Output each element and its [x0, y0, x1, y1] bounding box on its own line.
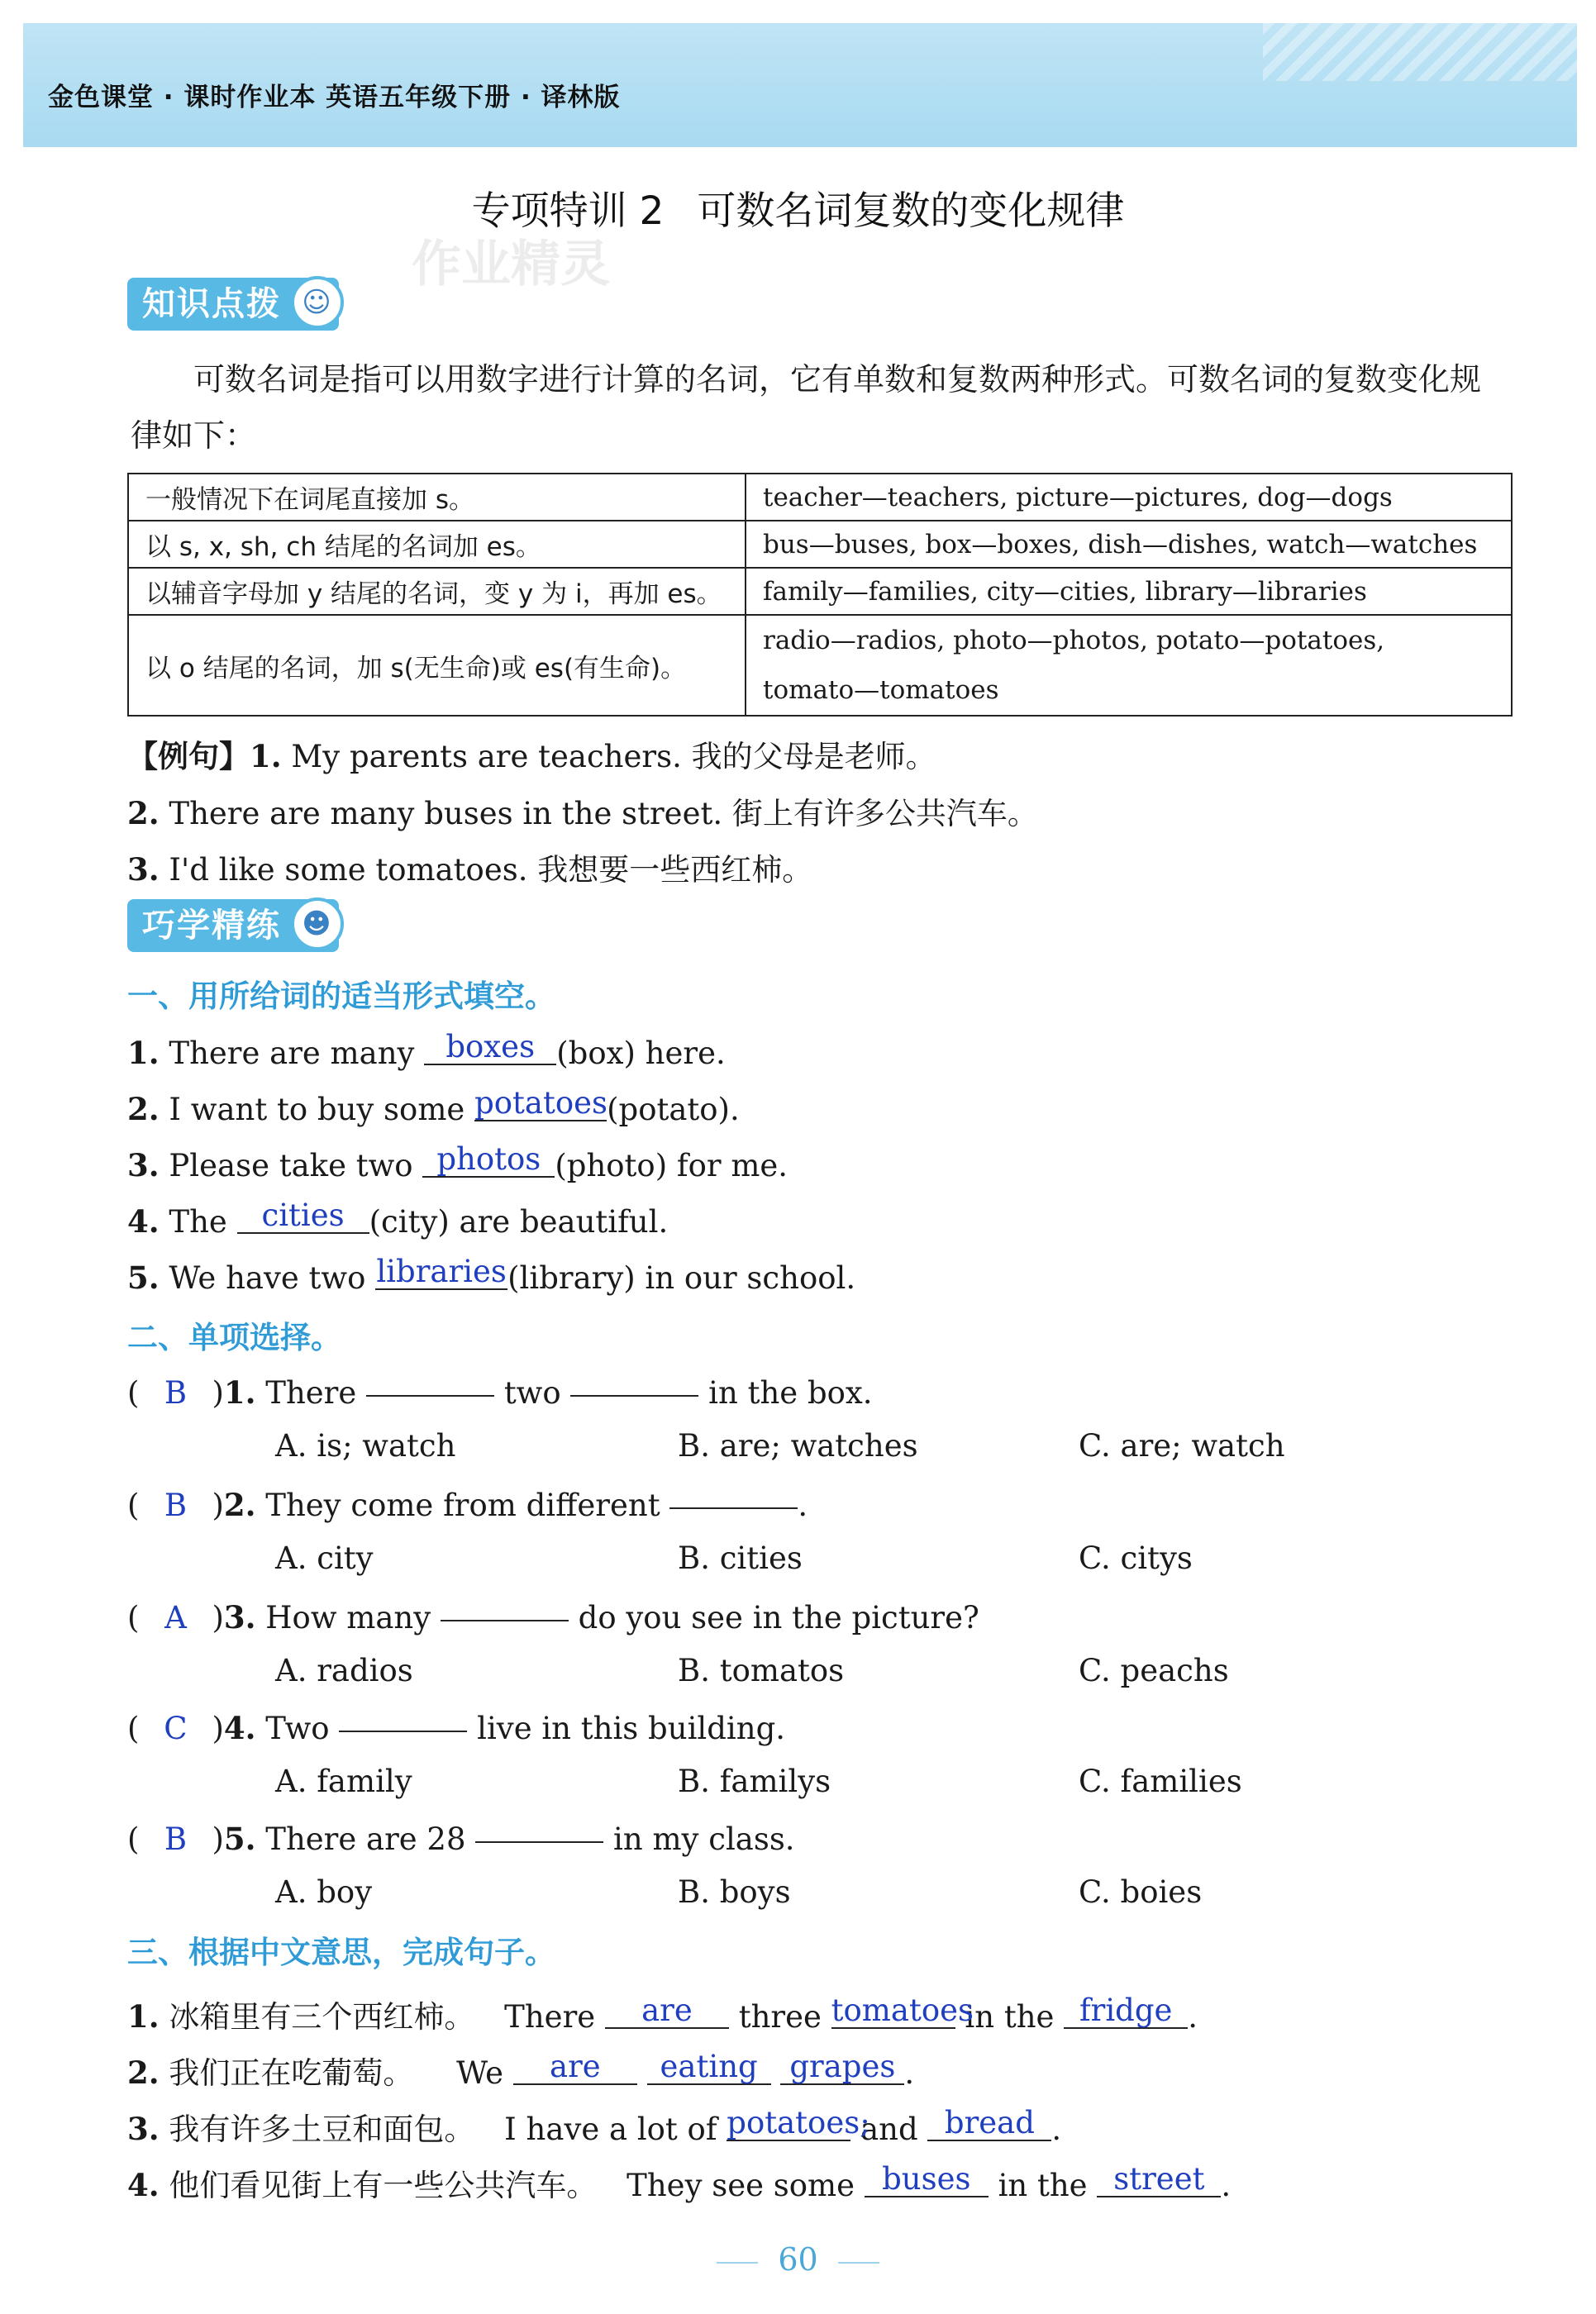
table-row [128, 474, 1512, 521]
title-main: 专项特训 2 [471, 188, 665, 234]
example-num: 2. [127, 795, 160, 831]
mc-question: ( B )5. There are 28 in my class. [127, 1818, 795, 1857]
item-num: 4. [127, 1203, 160, 1240]
mc-answer[interactable]: B [164, 1488, 188, 1523]
example-en: I'd like some tomatoes. [169, 852, 528, 888]
cartoon-face-icon: ☺ [291, 276, 344, 329]
item-text: . [1051, 2112, 1062, 2147]
translate-item [127, 1992, 1198, 2036]
question-blank [475, 1812, 603, 1843]
mc-question: ( B )2. They come from different . [127, 1484, 808, 1523]
item-text: three [738, 1999, 822, 2035]
example-label: 【例句】 [127, 739, 250, 774]
question-text: in the box. [708, 1375, 873, 1411]
fill-item [127, 1254, 856, 1297]
answer-blank[interactable]: boxes [424, 1031, 556, 1065]
example-en: There are many buses in the street. [169, 796, 723, 831]
example-cn: 我想要一些西红柿。 [537, 852, 813, 888]
option-c[interactable]: C. peachs [1079, 1653, 1229, 1688]
answer-blank[interactable]: are [605, 1994, 729, 2029]
question-text: There [265, 1375, 357, 1411]
answer-blank[interactable]: fridge [1064, 1994, 1188, 2029]
option-a[interactable]: A. city [275, 1540, 374, 1576]
item-text: Please take two [169, 1148, 413, 1183]
item-text: (city) are beautiful. [369, 1204, 669, 1240]
example-sentence [127, 845, 812, 889]
section-title: 三、根据中文意思，完成句子。 [127, 1935, 555, 1970]
example-sentence [127, 731, 936, 776]
rule-cell: 以辅音字母加 y 结尾的名词，变 y 为 i，再加 es。 [128, 568, 746, 615]
item-text: in the [965, 1999, 1055, 2035]
question-blank [441, 1590, 569, 1621]
item-text: We have two [169, 1260, 366, 1296]
option-a[interactable]: A. boy [275, 1874, 373, 1910]
series-title: 金色课堂 · 课时作业本 英语五年级下册 · 译林版 [48, 83, 621, 112]
answer-blank[interactable]: bread [927, 2107, 1051, 2141]
example-cn: 街上有许多公共汽车。 [731, 796, 1038, 831]
answer-blank[interactable]: eating [647, 2050, 771, 2085]
example-cell [746, 615, 1512, 716]
page-dash [717, 2262, 758, 2264]
question-text: in my class. [613, 1821, 795, 1857]
answer-blank[interactable]: photos [422, 1143, 555, 1178]
item-text: . [1188, 1999, 1198, 2035]
section-title: 二、单项选择。 [127, 1320, 341, 1355]
rule-cell: 以 s, x, sh, ch 结尾的名词加 es。 [128, 521, 746, 568]
item-num: 3. [127, 2111, 160, 2147]
item-cn: 我们正在吃葡萄。 [169, 2055, 414, 2091]
translate-item [127, 2160, 1231, 2205]
option-b[interactable]: B. cities [678, 1540, 803, 1576]
item-text: The [169, 1204, 227, 1240]
example-line: tomato—tomatoes [763, 675, 999, 705]
answer-blank[interactable]: libraries [376, 1254, 507, 1289]
answer-blank[interactable]: buses [865, 2163, 989, 2197]
question-blank [339, 1701, 467, 1732]
badge-practice-label: 巧学精练 [142, 907, 281, 945]
item-text: . [904, 2055, 915, 2091]
answer-blank[interactable]: grapes [780, 2050, 904, 2085]
table-row [128, 521, 1512, 568]
mc-answer[interactable]: B [164, 1375, 188, 1411]
example-sentence [127, 788, 1038, 833]
page-dash [838, 2262, 879, 2264]
item-text: (library) in our school. [507, 1260, 856, 1296]
badge-practice [127, 899, 339, 952]
answer-blank[interactable]: potatoes; [727, 2105, 870, 2140]
example-num: 3. [127, 851, 160, 888]
page-number-value: 60 [778, 2241, 818, 2278]
question-text: do you see in the picture? [578, 1600, 979, 1636]
example-cell: teacher—teachers, picture—pictures, dog—dogs [746, 474, 1512, 521]
option-b[interactable]: B. familys [678, 1764, 831, 1799]
table-row [128, 615, 1512, 716]
question-text: They come from different [265, 1488, 660, 1523]
table-row [128, 568, 1512, 615]
item-num: 2. [223, 1487, 256, 1523]
item-text: There are many [169, 1036, 415, 1071]
example-cell: family—families, city—cities, library—libraries [746, 568, 1512, 615]
example-en: My parents are teachers. [291, 739, 682, 774]
option-c[interactable]: C. citys [1079, 1540, 1193, 1576]
answer-blank[interactable]: street [1097, 2163, 1221, 2197]
watermark: 作业精灵 [412, 236, 610, 293]
badge-knowledge-label: 知识点拨 [142, 285, 281, 323]
mc-question: ( C )4. Two live in this building. [127, 1707, 785, 1746]
rules-table [127, 473, 1513, 717]
question-blank [366, 1365, 494, 1397]
mc-question: ( B )1. There two in the box. [127, 1372, 873, 1411]
fill-item [127, 1085, 740, 1128]
item-num: 3. [223, 1599, 256, 1636]
option-b[interactable]: B. boys [678, 1874, 791, 1910]
item-num: 1. [127, 1998, 160, 2035]
title-sub: 可数名词复数的变化规律 [697, 188, 1125, 234]
item-text: and [860, 2112, 918, 2147]
question-text: . [798, 1488, 808, 1523]
option-c[interactable]: C. are; watch [1079, 1428, 1285, 1464]
question-text: live in this building. [477, 1711, 786, 1746]
translate-item [127, 2048, 914, 2093]
item-text: (box) here. [556, 1036, 726, 1071]
item-num: 5. [223, 1821, 256, 1857]
item-num: 4. [127, 2167, 160, 2203]
answer-blank[interactable]: potatoes [474, 1085, 607, 1121]
item-cn: 冰箱里有三个西红柿。 [169, 1999, 475, 2035]
answer-blank[interactable]: tomatoes [831, 1993, 974, 2028]
item-text: I have a lot of [504, 2112, 717, 2147]
page-title [0, 180, 1596, 236]
item-text: There [504, 1999, 596, 2035]
item-num: 4. [223, 1710, 256, 1746]
rule-cell: 一般情况下在词尾直接加 s。 [128, 474, 746, 521]
cartoon-face-icon: ☻ [291, 898, 344, 950]
badge-knowledge [127, 278, 339, 331]
page-number [0, 2241, 1596, 2278]
fill-item [127, 1029, 726, 1072]
item-num: 5. [127, 1259, 160, 1296]
fill-item [127, 1141, 788, 1184]
intro-paragraph: 可数名词是指可以用数字进行计算的名词，它有单数和复数两种形式。可数名词的复数变化规律如下： [131, 361, 1482, 454]
option-a[interactable]: A. is; watch [275, 1428, 456, 1464]
question-text: two [503, 1375, 561, 1411]
mc-answer[interactable]: C [164, 1711, 188, 1746]
option-a[interactable]: A. family [275, 1764, 412, 1799]
item-cn: 我有许多土豆和面包。 [169, 2112, 475, 2147]
question-text: How many [265, 1600, 431, 1636]
item-text: . [1221, 2168, 1232, 2203]
example-cn: 我的父母是老师。 [691, 739, 936, 774]
item-num: 1. [223, 1374, 256, 1411]
answer-blank[interactable]: cities [237, 1199, 369, 1234]
item-text: (potato). [607, 1092, 740, 1127]
translate-item [127, 2104, 1061, 2149]
example-num: 1. [250, 738, 282, 774]
rule-cell: 以 o 结尾的名词，加 s(无生命)或 es(有生命)。 [128, 615, 746, 716]
question-blank [570, 1365, 698, 1397]
answer-blank[interactable]: are [513, 2050, 637, 2085]
section-title: 一、用所给词的适当形式填空。 [127, 978, 555, 1014]
item-cn: 他们看见街上有一些公共汽车。 [169, 2168, 598, 2203]
question-text: Two [265, 1711, 330, 1746]
item-text: I want to buy some [169, 1092, 465, 1127]
item-num: 2. [127, 1091, 160, 1127]
item-text: in the [998, 2168, 1088, 2203]
fill-item [127, 1197, 669, 1240]
example-cell: bus—buses, box—boxes, dish—dishes, watch—watches [746, 521, 1512, 568]
question-text: There are 28 [265, 1821, 466, 1857]
question-blank [669, 1478, 798, 1509]
item-text: We [456, 2055, 504, 2091]
item-text: (photo) for me. [555, 1148, 788, 1183]
option-c[interactable]: C. families [1079, 1764, 1242, 1799]
item-num: 3. [127, 1147, 160, 1183]
option-a[interactable]: A. radios [275, 1653, 413, 1688]
mc-answer[interactable]: A [164, 1600, 187, 1636]
item-num: 1. [127, 1035, 160, 1071]
item-text: They see some [626, 2168, 855, 2203]
option-c[interactable]: C. boies [1079, 1874, 1203, 1910]
mc-question: ( A )3. How many do you see in the picture? [127, 1597, 979, 1636]
example-line: radio—radios, photo—photos, potato—potatoes, [763, 626, 1385, 655]
mc-answer[interactable]: B [164, 1821, 188, 1857]
option-b[interactable]: B. are; watches [678, 1428, 918, 1464]
item-num: 2. [127, 2055, 160, 2091]
option-b[interactable]: B. tomatos [678, 1653, 845, 1688]
